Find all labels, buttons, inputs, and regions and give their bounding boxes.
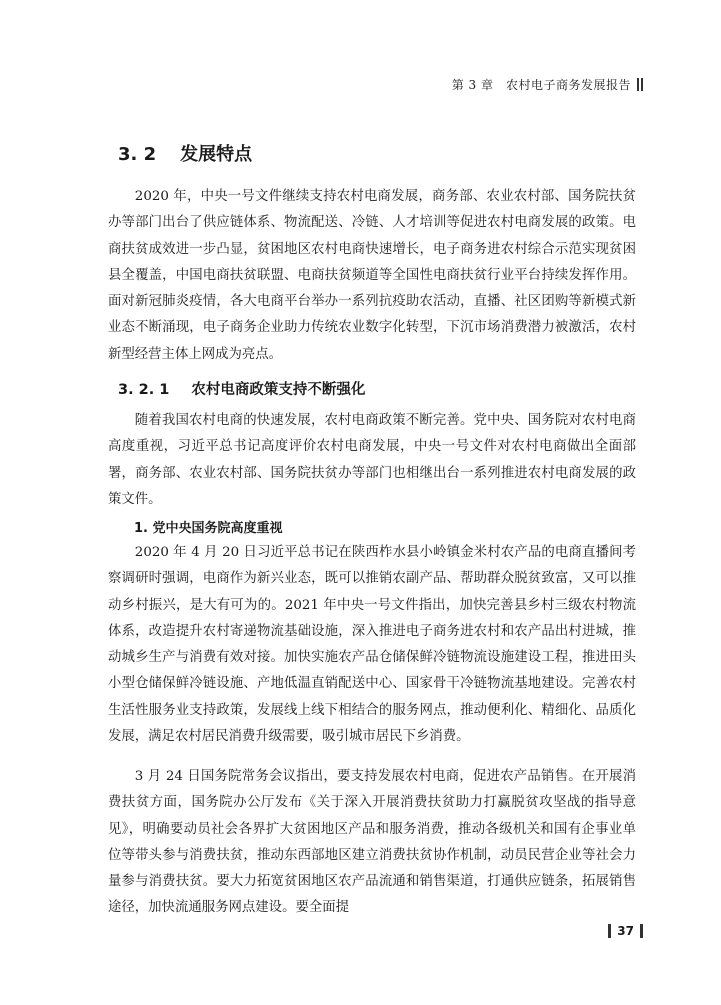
- subsection-intro-paragraph: 随着我国农村电商的快速发展，农村电商政策不断完善。党中央、国务院对农村电商高度重视，习近平总书记高度评价农村电商发展，中央一号文件对农村电商做出全面部署，商务部、农业农村部、国务院扶贫办等部门也相继出台一系列推进农村电商发展的政策文件。: [108, 413, 636, 507]
- page-number: 37: [617, 924, 634, 938]
- subsection-number: 3. 2. 1: [118, 382, 170, 398]
- item-heading: 1. 党中央国务院高度重视: [134, 521, 283, 536]
- item-paragraph-2: 3 月 24 日国务院常务会议指出，要支持发展农村电商，促进农产品销售。在开展消费扶贫方面，国务院办公厅发布《关于深入开展消费扶贫助力打赢脱贫攻坚战的指导意见》，明确要动员社会各界扩大贫困地区产品和服务消费，推动各级机关和国有企事业单位等带头参与消费扶贫，推动东西部地区建立消费扶贫协作机制，动员民营企业等社会力量参与消费扶贫。要大力拓宽贫困地区农产品流通和销售渠道，打通供应链条，拓展销售途径，加快流通服务网点建设。要全面提: [108, 769, 636, 916]
- section-intro-paragraph: 2020 年，中央一号文件继续支持农村电商发展，商务部、农业农村部、国务院扶贫办等部门出台了供应链体系、物流配送、冷链、人才培训等促进农村电商发展的政策。电商扶贫成效进一步凸显，贫困地区农村电商快速增长，电子商务进农村综合示范实现贫困县全覆盖，中国电商扶贫联盟、电商扶贫频道等全国性电商扶贫行业平台持续发挥作用。面对新冠肺炎疫情，各大电商平台举办一系列抗疫助农活动，直播、社区团购等新模式新业态不断涌现，电子商务企业助力传统农业数字化转型，下沉市场消费潜力被激活，农村新型经营主体上网成为亮点。: [108, 189, 636, 362]
- footer-bar-left-icon: [608, 924, 611, 938]
- header-bars-icon: [637, 78, 643, 91]
- footer-bar-right-icon: [640, 924, 643, 938]
- subsection-title: 农村电商政策支持不断强化: [191, 382, 366, 398]
- item-paragraph-1: 2020 年 4 月 20 日习近平总书记在陕西柞水县小岭镇金米村农产品的电商直播间考察调研时强调，电商作为新兴业态，既可以推销农副产品、帮助群众脱贫致富，又可以推动乡村振兴，是大有可为的。2021 年中央一号文件指出，加快完善县乡村三级农村物流体系，改造提升农村寄递物流基础设施，深入推进电子商务进农村和农产品出村进城，推动城乡生产与消费有效对接。加快实施农产品仓储保鲜冷链物流设施建设工程，推进田头小型仓储保鲜冷链设施、产地低温直销配送中心、国家骨干冷链物流基地建设。完善农村生活性服务业支持政策，发展线上线下相结合的服务网点，推动便利化、精细化、品质化发展，满足农村居民消费升级需要，吸引城市居民下乡消费。: [108, 545, 636, 745]
- subsection-heading: [118, 378, 365, 399]
- section-title: 发展特点: [180, 144, 253, 165]
- section-heading: [118, 140, 252, 166]
- running-header: [452, 76, 643, 93]
- section-number: 3. 2: [118, 144, 157, 165]
- page-footer: [608, 924, 643, 938]
- running-header-text: 第 3 章 农村电子商务发展报告: [451, 78, 631, 92]
